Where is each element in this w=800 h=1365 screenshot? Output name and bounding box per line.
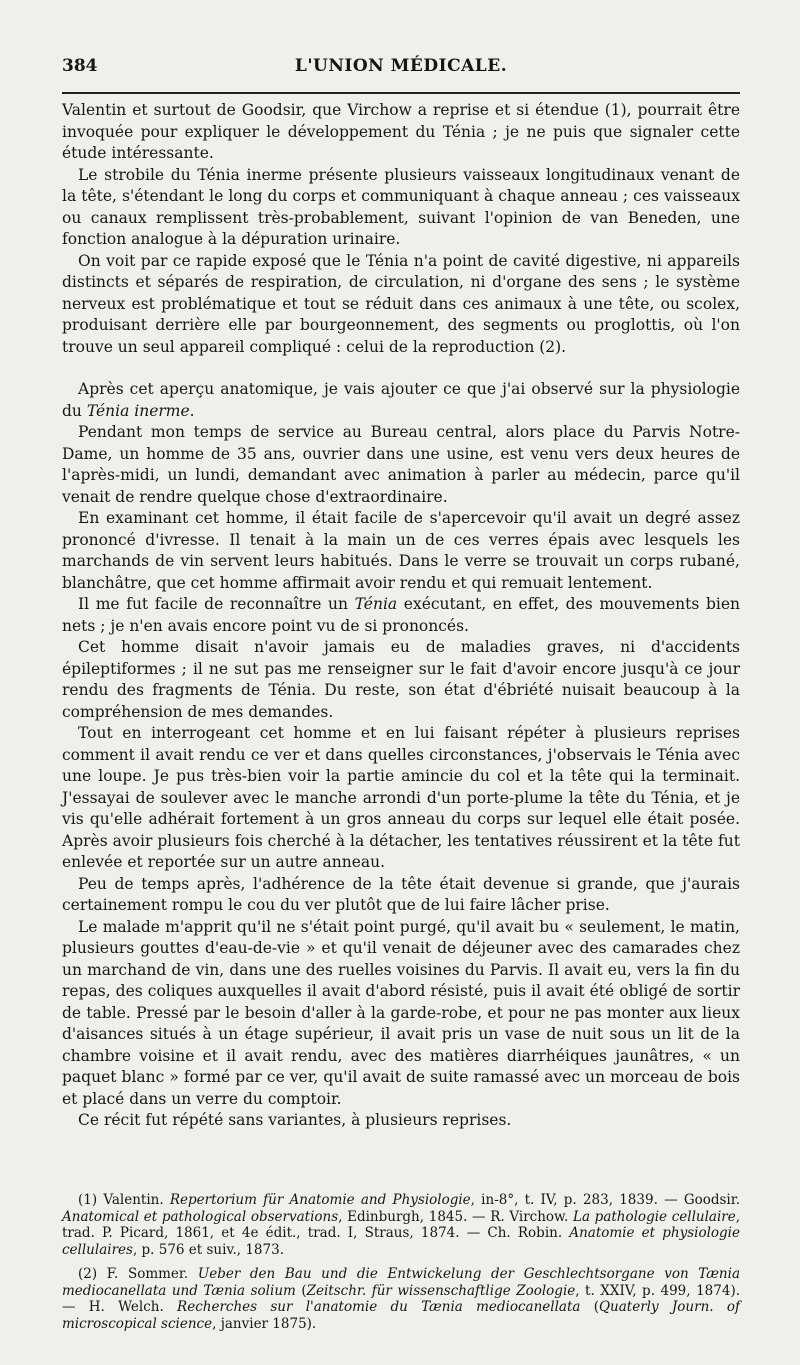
citation-title: Recherches sur l'anatomie du Tænia mediocanellata (177, 1299, 581, 1315)
paragraph: Pendant mon temps de service au Bureau central, alors place du Parvis Notre-Dame, un homme de 35 ans, ouvrier dans une usine, est venu vers deux heures de l'après-midi, un lundi, demandant avec animation à parler au médecin, parce qu'il venait de rendre quelque chose d'extraordinaire. (62, 423, 740, 506)
paragraph: Valentin et surtout de Goodsir, que Virchow a reprise et si étendue (1), pourrait être invoquée pour expliquer le développement du Ténia ; je ne puis que signaler cette étude intéressante. (62, 101, 740, 162)
text-run: , in-8°, t. IV, p. 283, 1839. — Goodsir. (470, 1192, 741, 1208)
text-run: , janvier 1875). (212, 1315, 317, 1332)
citation-title: Quaterly Journ. of microscopical science (62, 1299, 740, 1332)
paragraph: Le malade m'apprit qu'il ne s'était point purgé, qu'il avait bu « seulement, le matin, plusieurs gouttes d'eau-de-vie » et qu'il venait de déjeuner avec des camarades chez un marchand de vin, dans une des ruelles voisines du Parvis. Il avait eu, vers la fin du repas, des coliques auxquelles il avait d'abord résisté, puis il avait été obligé de sortir de table. Pressé par le besoin d'aller à la garde-robe, et pour ne pas monter aux lieux d'aisances situés à un étage supérieur, il avait pris un vase de nuit sous un lit de la chambre voisine et il avait rendu, avec des matières diarrhéiques jaunâtres, « un paquet blanc » formé par ce ver, qu'il avait de suite ramassé avec un morceau de bois et placé dans un verre du comptoir. (62, 917, 740, 1108)
footnotes (62, 1192, 740, 1340)
text-run: (2) F. Sommer. (78, 1266, 198, 1282)
paragraph: Ce récit fut répété sans variantes, à plusieurs reprises. (78, 1111, 512, 1129)
header-rule (62, 92, 740, 94)
citation-title: Zeitschr. für wissenschaftlige Zoologie (306, 1282, 576, 1299)
article-body (62, 100, 740, 1132)
text-run: , t. XXIV, p. 499, 1874). — H. Welch. (62, 1282, 741, 1315)
italic-term: Ténia (354, 595, 398, 613)
text-run: , Edinburgh, 1845. — R. Virchow. (338, 1208, 573, 1225)
page-header (62, 56, 740, 80)
paragraph: Le strobile du Ténia inerme présente plusieurs vaisseaux longitudinaux venant de la tête, s'étendant le long du corps et communiquant à chaque anneau ; ces vaisseaux ou canaux remplissent très-probablement, suivant l'opinion de van Beneden, une fonction analogue à la dépuration urinaire. (62, 165, 740, 248)
citation-title: La pathologie cellulaire (572, 1208, 736, 1225)
paragraph: En examinant cet homme, il était facile de s'apercevoir qu'il avait un degré assez prononcé d'ivresse. Il tenait à la main un de ces verres épais avec lesquels les marchands de vin servent leurs habitués. Dans le verre se trouvait un corps rubané, blanchâtre, que cet homme affirmait avoir rendu et qui remuait lentement. (62, 509, 740, 592)
running-title: L'UNION MÉDICALE. (294, 56, 508, 76)
text-run: , trad. P. Picard, 1861, et 4e édit., trad. I, Straus, 1874. — Ch. Robin. (62, 1208, 740, 1241)
paragraph (62, 594, 740, 637)
text-run: Après cet aperçu anatomique, je vais ajouter ce que j'ai observé sur la physiologie du (62, 380, 740, 420)
text-run: (1) Valentin. (78, 1192, 170, 1208)
paragraph: Peu de temps après, l'adhérence de la tête était devenue si grande, que j'aurais certainement rompu le cou du ver plutôt que de lui faire lâcher prise. (62, 874, 740, 914)
text-run: . (189, 401, 195, 420)
citation-title: Anatomie et physiologie cellulaires (62, 1225, 740, 1258)
paragraph: Tout en interrogeant cet homme et en lui faisant répéter à plusieurs reprises comment il avait rendu ce ver et dans quelles circonstances, j'observais le Ténia avec une loupe. Je pus très-bien voir la partie amincie du col et la tête qui la terminait. J'essayai de soulever avec le manche arrondi d'un porte-plume la tête du Ténia, et je vis qu'elle adhérait fortement à un gros anneau du corps sur lequel elle était posée. Après avoir plusieurs fois cherché à la détacher, les tentatives réussirent et la tête fut enlevée et reportée sur un autre anneau. (62, 724, 740, 871)
citation-title: Anatomical et pathological observations (62, 1208, 339, 1225)
paragraph: On voit par ce rapide exposé que le Ténia n'a point de cavité digestive, ni appareils distincts et séparés de respiration, de circulation, ni d'organe des sens ; le système nerveux est problématique et tout se réduit dans ces animaux à une tête, ou scolex, produisant derrière elle par bourgeonnement, des segments ou proglottis, où l'on trouve un seul appareil compliqué : celui de la reproduction (2). (62, 251, 740, 356)
footnote-1 (62, 1192, 740, 1258)
paragraph: Cet homme disait n'avoir jamais eu de maladies graves, ni d'accidents épileptiformes ; il ne sut pas me renseigner sur le fait d'avoir encore jusqu'à ce jour rendu des fragments de Ténia. Du reste, son état d'ébriété nuisait beaucoup à la compréhension de mes demandes. (62, 638, 740, 721)
text-run: ( (580, 1299, 599, 1315)
citation-title: Repertorium für Anatomie and Physiologie (169, 1192, 471, 1208)
text-run: Il me fut facile de reconnaître un (78, 595, 355, 613)
italic-term: Ténia inerme (86, 401, 190, 420)
paragraph (62, 379, 740, 422)
text-run: ( (295, 1282, 307, 1299)
page-number: 384 (62, 56, 98, 76)
text-run: exécutant, en effet, des mouvements bien nets ; je n'en avais encore point vu de si prononcés. (62, 595, 740, 635)
footnote-2 (62, 1266, 740, 1332)
citation-title: Ueber den Bau und die Entwickelung der Geschlechtsorgane von Tænia mediocanellata und Tænia solium (62, 1266, 740, 1299)
text-run: , p. 576 et suiv., 1873. (132, 1241, 284, 1258)
